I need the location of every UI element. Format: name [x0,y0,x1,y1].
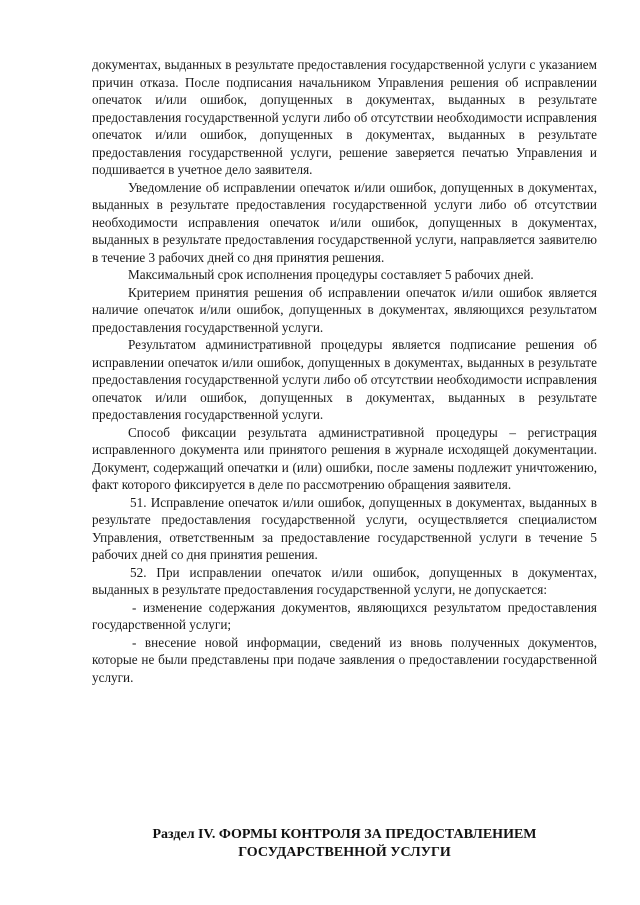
list-item: - изменение содержания документов, являющихся результатом предоставления государственной услуги; [92,599,597,632]
paragraph-fixation-method: Способ фиксации результата административной процедуры – регистрация исправленного документа или принятого решения в журнале исходящей документации. Документ, содержащий опечатки и (или) ошибки, после замены подлежит уничтожению, факт которого фиксируется в деле по рассмотрению обращения заявителя. [92,424,597,492]
list-item: - внесение новой информации, сведений из вновь полученных документов, которые не были представлены при подаче заявления о предоставлении государственной услуги. [92,634,597,685]
paragraph-procedure-result: Результатом административной процедуры является подписание решения об исправлении опечаток и/или ошибок, допущенных в документах, выданных в результате предоставления государственной услуги либо об отсутствии необходимости исправления опечаток и/или ошибок, допущенных в документах, выданных в результате предоставления государственной услуги. [92,337,597,422]
paragraph-max-term: Максимальный срок исполнения процедуры составляет 5 рабочих дней. [128,267,534,282]
paragraph-item-51: 51. Исправление опечаток и/или ошибок, допущенных в документах, выданных в результате предоставления государственной услуги, осуществляется специалистом Управления, ответственным за предоставление государственной услуги в течение 5 рабочих дней со дня принятия решения. [92,494,597,562]
paragraph-notification: Уведомление об исправлении опечаток и/или ошибок, допущенных в документах, выданных в результате предоставления государственной услуги либо об отсутствии необходимости исправления опечаток и/или ошибок, допущенных в документах, выданных в результате предоставления государственной услуги, направляется заявителю в течение 3 рабочих дней со дня принятия решения. [92,179,597,265]
paragraph-decision-criterion: Критерием принятия решения об исправлении опечаток и/или ошибок является наличие опечаток и/или ошибок, допущенных в документах, являющихся результатом предоставления государственной услуги. [92,284,597,335]
document-body [92,56,597,686]
paragraph-decision-signing: документах, выданных в результате предоставления государственной услуги с указанием причин отказа. После подписания начальником Управления решения об исправлении опечаток и/или ошибок, допущенных в документах, выданных в результате предоставления государственной услуги либо об отсутствии необходимости исправления опечаток и/или ошибок, допущенных в документах, выданных в результате предоставления государственной услуги, решение заверяется печатью Управления и подшивается в учетное дело заявителя. [92,57,597,177]
paragraph-item-52: 52. При исправлении опечаток и/или ошибок, допущенных в документах, выданных в результате предоставления государственной услуги, не допускается: [92,564,597,597]
section-heading: Раздел IV. ФОРМЫ КОНТРОЛЯ ЗА ПРЕДОСТАВЛЕНИЕМ ГОСУДАРСТВЕННОЙ УСЛУГИ [152,827,537,860]
